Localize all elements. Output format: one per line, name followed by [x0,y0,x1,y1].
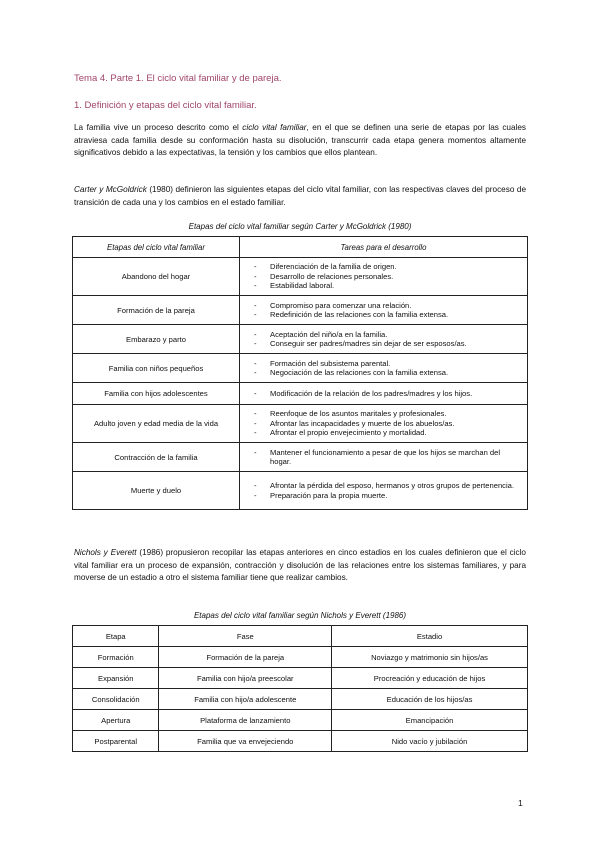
estadio-cell: Nido vacío y jubilación [332,731,528,752]
fase-cell: Plataforma de lanzamiento [159,710,332,731]
intro-term: ciclo vital familiar [242,123,307,132]
carter-authors: Carter y McGoldrick [74,185,147,194]
table1-row [73,472,528,510]
nichols-table [72,625,528,752]
table1-header-row [73,237,528,258]
task-item: - Diferenciación de la familia de origen. [254,262,523,271]
task-list [254,262,523,290]
table2-header-row [73,626,528,647]
carter-paragraph [74,184,526,209]
carter-text: (1980) definieron las siguientes etapas del ciclo vital familiar, con las respectivas claves del proceso de transición de cada una y los cambios en el estado familiar. [74,185,526,207]
fase-cell: Familia que va envejeciendo [159,731,332,752]
tasks-cell [240,354,528,383]
task-list [254,330,523,349]
intro-paragraph [74,122,526,160]
task-item: - Conseguir ser padres/madres sin dejar de ser esposos/as. [254,339,523,348]
task-item: - Redefinición de las relaciones con la familia extensa. [254,310,523,319]
table1-caption: Etapas del ciclo vital familiar según Carter y McGoldrick (1980) [188,222,412,231]
stage-cell: Abandono del hogar [73,258,240,296]
tasks-cell [240,258,528,296]
task-list [254,481,523,500]
table1-row [73,258,528,296]
tasks-cell [240,325,528,354]
page-number: 1 [518,798,523,808]
table1-row [73,354,528,383]
table1-row [73,443,528,472]
estadio-cell: Procreación y educación de hijos [332,668,528,689]
table2-header-etapa: Etapa [73,626,159,647]
estadio-cell: Noviazgo y matrimonio sin hijos/as [332,647,528,668]
table1-row [73,405,528,443]
table1-row [73,383,528,405]
table2-row [73,689,528,710]
nichols-text: (1986) propusieron recopilar las etapas anteriores en cinco estadios en los cuales definieron que el ciclo vital familiar era un proceso de expansión, contracción y disolución de las relaciones entre los sistemas familiares, y para moverse de un estadio a otro el sistema familiar tiene que realizar cambios. [74,548,526,583]
task-item: - Aceptación del niño/a en la familia. [254,330,523,339]
task-item: - Formación del subsistema parental. [254,359,523,368]
nichols-paragraph [74,547,526,585]
task-list [254,359,523,378]
etapa-cell: Apertura [73,710,159,731]
table2-row [73,647,528,668]
fase-cell: Familia con hijo/a adolescente [159,689,332,710]
estadio-cell: Emancipación [332,710,528,731]
task-item: - Preparación para la propia muerte. [254,491,523,500]
intro-text-end: , en el que se definen una serie de etapas por las cuales atraviesa cada familia desde su conformación hasta su disolución, transcurrir cada etapa genera momentos altamente significativos debido a las expectativas, la tensión y los cambios que ellos plantean. [74,123,526,158]
stage-cell: Embarazo y parto [73,325,240,354]
etapa-cell: Consolidación [73,689,159,710]
tasks-cell [240,383,528,405]
task-list [254,409,523,437]
task-item: - Negociación de las relaciones con la familia extensa. [254,368,523,377]
task-item: - Compromiso para comenzar una relación. [254,301,523,310]
table2-row [73,668,528,689]
stage-cell: Contracción de la familia [73,443,240,472]
task-item: - Estabilidad laboral. [254,281,523,290]
table1-row [73,296,528,325]
tasks-cell [240,472,528,510]
table2-caption: Etapas del ciclo vital familiar según Nichols y Everett (1986) [193,611,407,620]
document-title: Tema 4. Parte 1. El ciclo vital familiar y de pareja. [74,73,282,84]
task-item: - Afrontar el propio envejecimiento y mortalidad. [254,428,523,437]
task-list [254,389,523,398]
fase-cell: Formación de la pareja [159,647,332,668]
task-item: - Mantener el funcionamiento a pesar de que los hijos se marchan del hogar. [254,448,523,467]
tasks-cell [240,443,528,472]
stage-cell: Familia con niños pequeños [73,354,240,383]
task-list [254,448,523,467]
etapa-cell: Postparental [73,731,159,752]
table2-header-fase: Fase [159,626,332,647]
table2-header-estadio: Estadio [332,626,528,647]
fase-cell: Familia con hijo/a preescolar [159,668,332,689]
task-item: - Modificación de la relación de los padres/madres y los hijos. [254,389,523,398]
table1-header-stage: Etapas del ciclo vital familiar [73,237,240,258]
etapa-cell: Expansión [73,668,159,689]
task-item: - Afrontar la pérdida del esposo, hermanos y otros grupos de pertenencia. [254,481,523,490]
task-item: - Afrontar las incapacidades y muerte de los abuelos/as. [254,419,523,428]
section-heading: 1. Definición y etapas del ciclo vital familiar. [74,100,257,111]
table1-row [73,325,528,354]
tasks-cell [240,405,528,443]
task-list [254,301,523,320]
intro-text-start: La familia vive un proceso descrito como el [74,123,243,132]
table1-header-tasks: Tareas para el desarrollo [240,237,528,258]
stage-cell: Adulto joven y edad media de la vida [73,405,240,443]
nichols-authors: Nichols y Everett [74,548,137,557]
task-item: - Desarrollo de relaciones personales. [254,272,523,281]
estadio-cell: Educación de los hijos/as [332,689,528,710]
table2-row [73,710,528,731]
task-item: - Reenfoque de los asuntos maritales y profesionales. [254,409,523,418]
stage-cell: Formación de la pareja [73,296,240,325]
stage-cell: Familia con hijos adolescentes [73,383,240,405]
tasks-cell [240,296,528,325]
carter-table [72,236,528,510]
etapa-cell: Formación [73,647,159,668]
table2-row [73,731,528,752]
stage-cell: Muerte y duelo [73,472,240,510]
